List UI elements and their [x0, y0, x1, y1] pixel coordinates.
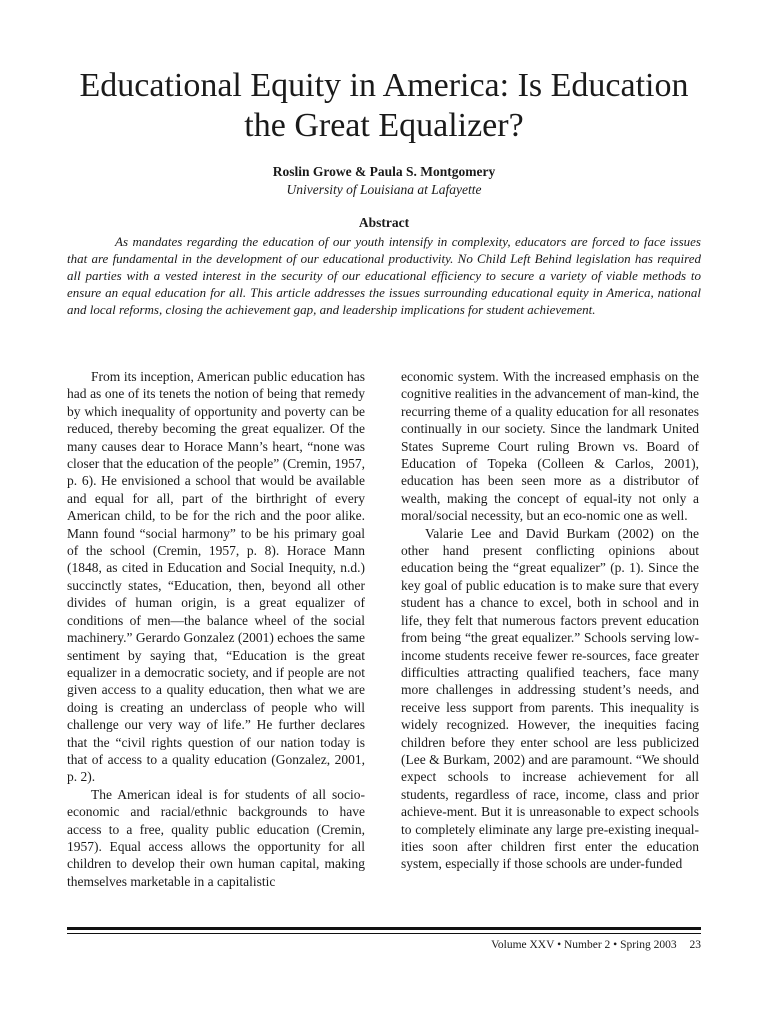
footer-rule-thick [67, 927, 701, 930]
right-column [401, 368, 699, 873]
body-paragraph: economic system. With the increased emphasis on the cognitive realities in the advancement of man-kind, the recurring theme of a quality education for all resonates continually in our society. Since the landmark United States Supreme Court ruling Brown vs. Board of Education of Topeka (Colleen & Carlos, 2001), education has been seen more as a distributor of wealth, making the concept of equal-ity not only a moral/social necessity, but an eco-nomic one as well. [401, 369, 699, 524]
body-paragraph: Valarie Lee and David Burkam (2002) on the other hand present conflicting opinions about education being the “great equalizer” (p. 1). Since the key goal of public education is to make sure that every student has a chance to excel, both in school and in life, they felt that numerous factors prevent education from being “the great equalizer.” Schools serving low-income students receive fewer re-sources, face greater difficulties attracting qualified teachers, face many more challenges in addressing student’s needs, and receive less support from parents. This inequality is widely recognized. However, the inequities facing children before they enter school are less publicized (Lee & Burkam, 2002) and are paramount. “We should expect schools to increase achievement for all students, regardless of race, income, class and prior achieve-ment. But it is unreasonable to expect schools to completely eliminate any large pre-existing inequal-ities soon after children first enter the education system, especially if those schools are under-funded [401, 525, 699, 872]
footer-rule-thin [67, 933, 701, 934]
author-affiliation: University of Louisiana at Lafayette [286, 182, 482, 197]
author-names: Roslin Growe & Paula S. Montgomery [272, 164, 496, 179]
article-title: Educational Equity in America: Is Education the Great Equalizer? [79, 67, 689, 144]
page-footer [491, 938, 701, 952]
body-paragraph: From its inception, American public education has had as one of its tenets the notion of being that remedy by which inequality of opportunity and poverty can be reduced, thereby becoming the great equalizer. Of the many causes dear to Horace Mann’s heart, “none was closer that the education of the people” (Cremin, 1957, p. 6). He envisioned a school that would be available and equal for all, part of the birthright of every American child, to be for the rich and the poor alike. Mann found “social harmony” to be his primary goal of the school (Cremin, 1957, p. 8). Horace Mann (1848, as cited in Education and Social Inequity, n.d.) succinctly states, “Education, then, beyond all other divides of human origin, is a great equalizer of conditions of men—the balance wheel of the social machinery.” Gerardo Gonzalez (2001) echoes the same sentiment by saying that, “Education is the great equalizer in a democratic society, and if people are not given access to a quality education, then what we are doing is creating an underclass of people who will challenge our very way of life.” He further declares that the “civil rights question of our nation today is that of access to a quality education (Gonzalez, 2001, p. 2). [67, 369, 365, 785]
abstract-text: As mandates regarding the education of our youth intensify in complexity, educators are forced to face issues that are fundamental in the development of our educational productivity. No Child Left Behind legislation has required all parties with a vested interest in the security of our educational efficiency to secure a variety of viable methods to ensure an equal education for all. This article addresses the issues surrounding educational equity in America, national and local reforms, closing the achievement gap, and leadership implications for student achievement. [67, 234, 701, 317]
journal-issue-info: Volume XXV • Number 2 • Spring 2003 [491, 939, 677, 951]
left-column [67, 368, 365, 890]
abstract-heading: Abstract [358, 215, 410, 230]
page-number: 23 [689, 939, 701, 951]
body-paragraph: The American ideal is for students of all socio-economic and racial/ethnic backgrounds to have access to a free, quality public education (Cremin, 1957). Equal access allows the opportunity for all children to develop their own human capital, making themselves marketable in a capitalistic [67, 786, 365, 889]
